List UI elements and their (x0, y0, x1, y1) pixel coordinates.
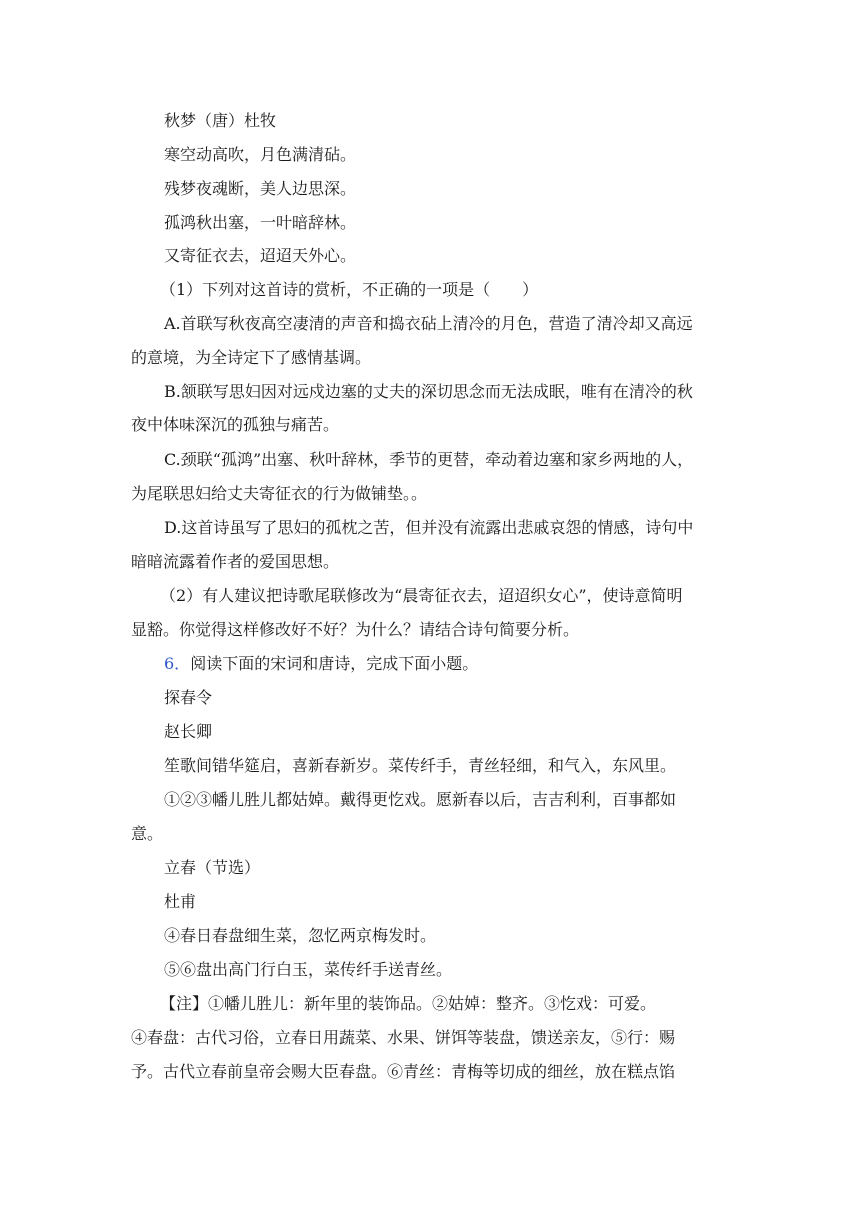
question-6 (164, 654, 478, 674)
poem2-line-1: 笙歌间错华筵启，喜新春新岁。菜传纤手，青丝轻细，和气入，东风里。 (164, 756, 677, 775)
question-2-line-2: 显豁。你觉得这样修改好不好？为什么？请结合诗句简要分析。 (131, 620, 580, 639)
option-c-line-2: 为尾联思妇给丈夫寄征衣的行为做铺垫。。 (131, 484, 428, 503)
option-d-line-1: D.这首诗虽写了思妇的孤枕之苦，但并没有流露出悲戚哀怨的情感，诗句中 (164, 518, 694, 537)
poem3-line-2: ⑤⑥盘出高门行白玉，菜传纤手送青丝。 (164, 960, 453, 979)
question-number: 6． (164, 654, 191, 673)
poem1-line-3: 孤鸿秋出塞，一叶暗辞林。 (164, 213, 357, 232)
option-a-line-1: A.首联写秋夜高空凄清的声音和捣衣砧上清冷的月色，营造了清冷却又高远 (164, 314, 693, 333)
poem2-title: 探春令 (164, 688, 213, 707)
option-b-line-2: 夜中体味深沉的孤独与痛苦。 (131, 415, 340, 434)
poem2-line-2: ①②③幡儿胜儿都姑婥。戴得更忔戏。愿新春以后，吉吉利利，百事都如 (164, 790, 677, 809)
notes-line-3: 予。古代立春前皇帝会赐大臣春盘。⑥青丝：青梅等切成的细丝，放在糕点馅 (131, 1062, 676, 1081)
poem2-author: 赵长卿 (164, 722, 213, 741)
option-a-line-2: 的意境，为全诗定下了感情基调。 (131, 348, 372, 367)
question-1-stem: （1）下列对这首诗的赏析，不正确的一项是（ ） (160, 280, 539, 299)
option-c-line-1: C.颈联“孤鸿”出塞、秋叶辞林，季节的更替，牵动着边塞和家乡两地的人， (164, 450, 694, 469)
notes-line-2: ④春盘：古代习俗，立春日用蔬菜、水果、饼饵等装盘，馈送亲友，⑤行：赐 (131, 1028, 676, 1047)
notes-line-1: 【注】①幡儿胜儿：新年里的装饰品。②姑婥：整齐。③忔戏：可爱。 (160, 994, 657, 1013)
poem2-line-3: 意。 (131, 824, 164, 843)
poem3-author: 杜甫 (164, 892, 197, 911)
poem3-line-1: ④春日春盘细生菜，忽忆两京梅发时。 (164, 926, 437, 945)
poem1-line-1: 寒空动高吹，月色满清砧。 (164, 145, 357, 164)
question-6-stem: 阅读下面的宋词和唐诗，完成下面小题。 (190, 654, 479, 673)
poem1-line-2: 残梦夜魂断，美人边思深。 (164, 179, 357, 198)
option-d-line-2: 暗暗流露着作者的爱国思想。 (131, 552, 340, 571)
question-2-line-1: （2）有人建议把诗歌尾联修改为“晨寄征衣去，迢迢织女心”，使诗意简明 (160, 586, 683, 605)
poem3-title: 立春（节选） (164, 858, 261, 877)
option-b-line-1: B.颔联写思妇因对远戍边塞的丈夫的深切思念而无法成眠，唯有在清冷的秋 (164, 382, 693, 401)
poem1-line-4: 又寄征衣去，迢迢天外心。 (164, 246, 357, 265)
poem1-title: 秋梦（唐）杜牧 (164, 111, 277, 130)
